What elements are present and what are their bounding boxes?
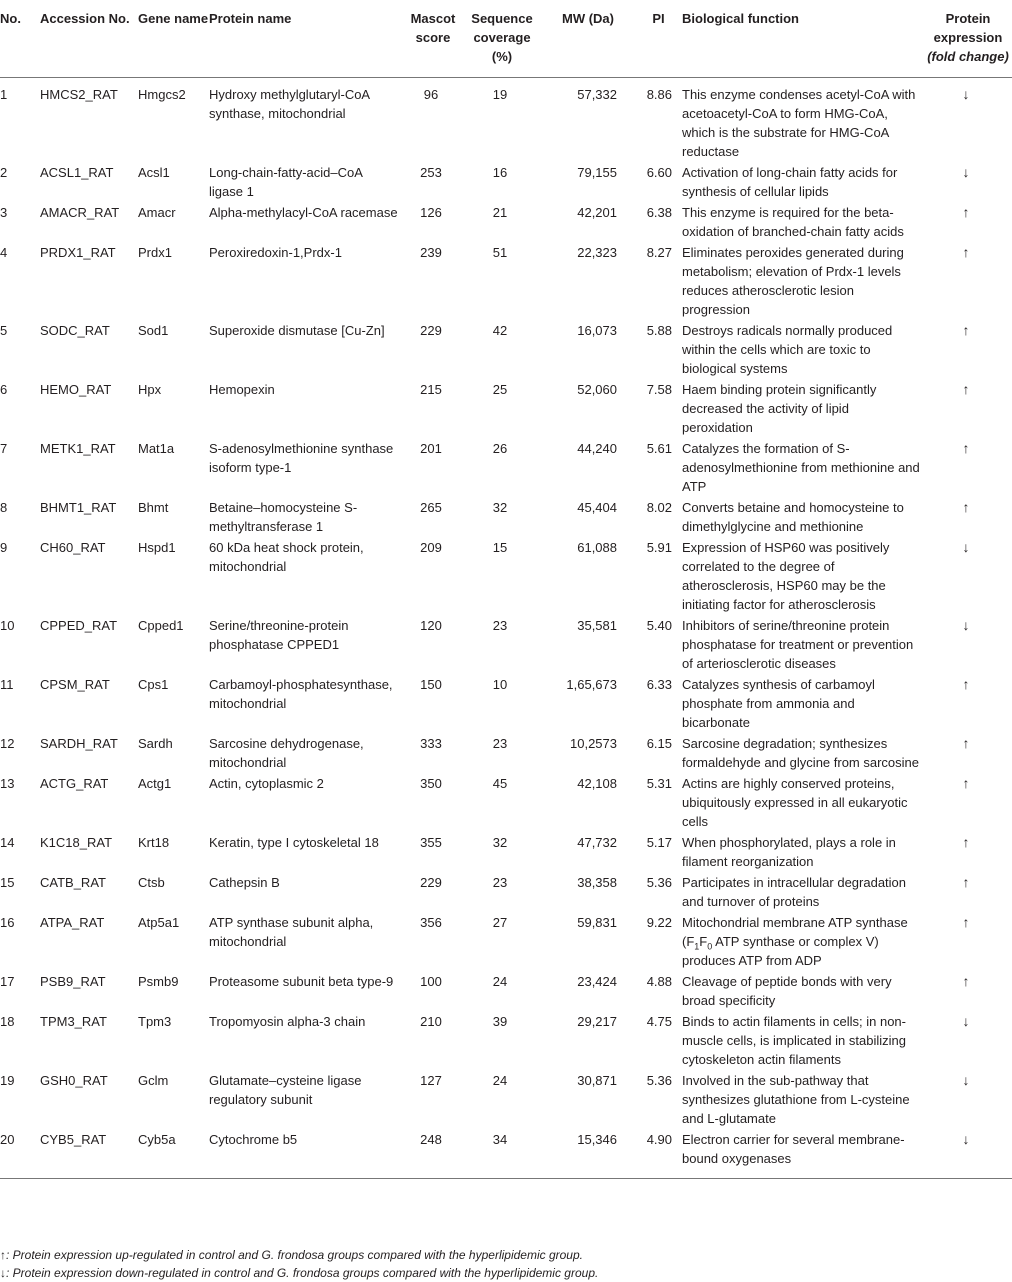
cell-gene: Cps1 [138, 677, 169, 692]
cell-sequence-coverage: 45 [492, 776, 508, 791]
cell-mascot-score: 201 [420, 441, 442, 456]
table-row [0, 321, 1012, 380]
cell-protein-name: Alpha-methylacyl-CoA racemase [209, 205, 398, 220]
table-row [0, 873, 1012, 913]
cell-sequence-coverage: 23 [492, 875, 508, 890]
col-header-expression [924, 0, 1012, 78]
cell-expression-arrow: ↑ [962, 440, 970, 456]
cell-expression-arrow: ↑ [962, 499, 970, 515]
cell-accession: CH60_RAT [40, 540, 106, 555]
footnote-up: ↑: Protein expression up-regulated in control and G. frondosa groups compared with the hyperlipidemic group. [0, 1248, 583, 1262]
cell-mascot-score: 215 [420, 382, 442, 397]
cell-expression-arrow: ↑ [962, 973, 970, 989]
cell-pi: 7.58 [646, 382, 672, 397]
cell-accession: ACTG_RAT [40, 776, 109, 791]
cell-mw: 57,332 [577, 87, 617, 102]
cell-gene: Hpx [138, 382, 162, 397]
cell-mw: 79,155 [577, 165, 617, 180]
table-row [0, 380, 1012, 439]
cell-expression-arrow: ↑ [962, 914, 970, 930]
cell-mw: 35,581 [577, 618, 617, 633]
cell-expression-arrow: ↑ [962, 322, 970, 338]
col-header-mw: MW (Da) [541, 0, 635, 78]
cell-accession: PSB9_RAT [40, 974, 106, 989]
cell-no: 10 [0, 618, 15, 633]
cell-mascot-score: 229 [420, 323, 442, 338]
cell-gene: Psmb9 [138, 974, 179, 989]
cell-no: 3 [0, 205, 8, 220]
table-row [0, 243, 1012, 321]
footnotes [0, 1246, 598, 1282]
cell-protein-name: Long-chain-fatty-acid–CoA ligase 1 [209, 165, 363, 199]
cell-sequence-coverage: 51 [492, 245, 508, 260]
cell-protein-name: Carbamoyl-phosphatesynthase, mitochondrial [209, 677, 393, 711]
cell-accession: HEMO_RAT [40, 382, 112, 397]
cell-pi: 6.38 [646, 205, 672, 220]
table-row [0, 774, 1012, 833]
cell-no: 12 [0, 736, 15, 751]
cell-sequence-coverage: 24 [492, 1073, 508, 1088]
cell-sequence-coverage: 19 [492, 87, 508, 102]
cell-protein-name: S-adenosylmethionine synthase isoform type-1 [209, 441, 394, 475]
cell-pi: 5.61 [646, 441, 672, 456]
cell-expression-arrow: ↓ [962, 1013, 970, 1029]
table-row [0, 913, 1012, 972]
cell-sequence-coverage: 32 [492, 835, 508, 850]
cell-biological-function: Binds to actin filaments in cells; in non-muscle cells, is implicated in stabilizing cytoskeleton actin filaments [682, 1014, 906, 1067]
cell-pi: 5.17 [646, 835, 672, 850]
cell-gene: Cyb5a [138, 1132, 176, 1147]
cell-accession: CYB5_RAT [40, 1132, 107, 1147]
cell-no: 19 [0, 1073, 15, 1088]
cell-no: 20 [0, 1132, 15, 1147]
cell-gene: Atp5a1 [138, 915, 180, 930]
cell-no: 9 [0, 540, 8, 555]
col-header-no: No. [0, 0, 40, 78]
table-row [0, 498, 1012, 538]
table-row [0, 833, 1012, 873]
cell-gene: Cpped1 [138, 618, 184, 633]
cell-mascot-score: 127 [420, 1073, 442, 1088]
cell-pi: 5.36 [646, 1073, 672, 1088]
cell-gene: Acsl1 [138, 165, 170, 180]
table-body [0, 78, 1012, 1179]
cell-expression-arrow: ↑ [962, 244, 970, 260]
cell-mascot-score: 100 [420, 974, 442, 989]
cell-gene: Actg1 [138, 776, 172, 791]
cell-mascot-score: 209 [420, 540, 442, 555]
cell-pi: 5.40 [646, 618, 672, 633]
cell-mw: 30,871 [577, 1073, 617, 1088]
cell-gene: Sod1 [138, 323, 169, 338]
cell-no: 5 [0, 323, 8, 338]
cell-pi: 6.60 [646, 165, 672, 180]
cell-biological-function: This enzyme condenses acetyl-CoA with acetoacetyl-CoA to form HMG-CoA, which is the substrate for HMG-CoA reductase [682, 87, 916, 159]
table-header-row [0, 0, 1012, 78]
cell-biological-function: Sarcosine degradation; synthesizes formaldehyde and glycine from sarcosine [682, 736, 920, 770]
table-row [0, 439, 1012, 498]
cell-mascot-score: 96 [423, 87, 439, 102]
col-header-mascot: Mascot score [403, 0, 463, 78]
cell-pi: 5.91 [646, 540, 672, 555]
col-header-coverage: Sequence coverage (%) [463, 0, 541, 78]
cell-gene: Prdx1 [138, 245, 172, 260]
cell-protein-name: Keratin, type I cytoskeletal 18 [209, 835, 379, 850]
table-row [0, 1012, 1012, 1071]
cell-gene: Gclm [138, 1073, 169, 1088]
expression-header-sub: (fold change) [927, 49, 1009, 64]
cell-expression-arrow: ↓ [962, 164, 970, 180]
cell-mascot-score: 265 [420, 500, 442, 515]
cell-accession: PRDX1_RAT [40, 245, 116, 260]
cell-sequence-coverage: 26 [492, 441, 508, 456]
cell-biological-function: Eliminates peroxides generated during metabolism; elevation of Prdx-1 levels reduces atherosclerotic lesion progression [682, 245, 904, 317]
cell-expression-arrow: ↑ [962, 775, 970, 791]
cell-protein-name: Peroxiredoxin-1,Prdx-1 [209, 245, 342, 260]
cell-protein-name: Hydroxy methylglutaryl-CoA synthase, mitochondrial [209, 87, 370, 121]
cell-protein-name: Tropomyosin alpha-3 chain [209, 1014, 366, 1029]
cell-accession: CATB_RAT [40, 875, 106, 890]
cell-accession: ACSL1_RAT [40, 165, 114, 180]
cell-mascot-score: 333 [420, 736, 442, 751]
cell-mw: 1,65,673 [566, 677, 617, 692]
cell-pi: 8.27 [646, 245, 672, 260]
cell-mascot-score: 150 [420, 677, 442, 692]
cell-mw: 16,073 [577, 323, 617, 338]
cell-mw: 22,323 [577, 245, 617, 260]
table-row [0, 675, 1012, 734]
cell-pi: 8.02 [646, 500, 672, 515]
cell-mw: 10,2573 [570, 736, 617, 751]
cell-protein-name: Cathepsin B [209, 875, 280, 890]
cell-pi: 5.36 [646, 875, 672, 890]
cell-protein-name: Cytochrome b5 [209, 1132, 298, 1147]
cell-no: 11 [0, 677, 14, 692]
cell-pi: 6.33 [646, 677, 672, 692]
cell-biological-function: When phosphorylated, plays a role in filament reorganization [682, 835, 896, 869]
table-row [0, 538, 1012, 616]
col-header-gene: Gene name [138, 0, 209, 78]
cell-mascot-score: 210 [420, 1014, 442, 1029]
cell-expression-arrow: ↓ [962, 1131, 970, 1147]
cell-protein-name: ATP synthase subunit alpha, mitochondrial [209, 915, 374, 949]
cell-sequence-coverage: 25 [492, 382, 508, 397]
cell-no: 8 [0, 500, 8, 515]
cell-mw: 38,358 [577, 875, 617, 890]
cell-mw: 15,346 [577, 1132, 617, 1147]
table-row [0, 163, 1012, 203]
cell-mascot-score: 248 [420, 1132, 442, 1147]
cell-no: 6 [0, 382, 8, 397]
cell-biological-function: Activation of long-chain fatty acids for synthesis of cellular lipids [682, 165, 898, 199]
cell-protein-name: Sarcosine dehydrogenase, mitochondrial [209, 736, 364, 770]
cell-no: 7 [0, 441, 8, 456]
cell-protein-name: Proteasome subunit beta type-9 [209, 974, 394, 989]
cell-mascot-score: 126 [420, 205, 442, 220]
cell-sequence-coverage: 39 [492, 1014, 508, 1029]
cell-expression-arrow: ↓ [962, 1072, 970, 1088]
cell-no: 15 [0, 875, 15, 890]
col-header-protein: Protein name [209, 0, 403, 78]
cell-gene: Tpm3 [138, 1014, 172, 1029]
cell-sequence-coverage: 15 [492, 540, 508, 555]
cell-expression-arrow: ↑ [962, 676, 970, 692]
cell-no: 4 [0, 245, 8, 260]
cell-pi: 6.15 [646, 736, 672, 751]
cell-no: 13 [0, 776, 15, 791]
cell-accession: HMCS2_RAT [40, 87, 118, 102]
cell-sequence-coverage: 32 [492, 500, 508, 515]
table-row [0, 1071, 1012, 1130]
cell-accession: SARDH_RAT [40, 736, 118, 751]
cell-sequence-coverage: 23 [492, 618, 508, 633]
cell-biological-function: Participates in intracellular degradation and turnover of proteins [682, 875, 907, 909]
cell-protein-name: Actin, cytoplasmic 2 [209, 776, 324, 791]
cell-pi: 4.88 [646, 974, 672, 989]
cell-biological-function: Actins are highly conserved proteins, ubiquitously expressed in all eukaryotic cells [682, 776, 908, 829]
cell-accession: METK1_RAT [40, 441, 116, 456]
cell-pi: 5.88 [646, 323, 672, 338]
cell-biological-function: This enzyme is required for the beta-oxidation of branched-chain fatty acids [682, 205, 904, 239]
cell-accession: K1C18_RAT [40, 835, 113, 850]
cell-mascot-score: 356 [420, 915, 442, 930]
cell-no: 1 [0, 87, 8, 102]
cell-no: 14 [0, 835, 15, 850]
expression-header-label: Protein expression [933, 11, 1003, 45]
col-header-function: Biological function [682, 0, 924, 78]
cell-gene: Sardh [138, 736, 173, 751]
cell-protein-name: 60 kDa heat shock protein, mitochondrial [209, 540, 364, 574]
cell-expression-arrow: ↓ [962, 539, 970, 555]
cell-biological-function: Involved in the sub-pathway that synthesizes glutathione from L-cysteine and L-glutamate [682, 1073, 910, 1126]
cell-sequence-coverage: 24 [492, 974, 508, 989]
cell-mw: 29,217 [577, 1014, 617, 1029]
cell-protein-name: Serine/threonine-protein phosphatase CPPED1 [209, 618, 349, 652]
cell-accession: SODC_RAT [40, 323, 110, 338]
cell-mw: 23,424 [577, 974, 617, 989]
cell-mascot-score: 355 [420, 835, 442, 850]
cell-pi: 4.75 [646, 1014, 672, 1029]
cell-protein-name: Superoxide dismutase [Cu-Zn] [209, 323, 385, 338]
cell-accession: TPM3_RAT [40, 1014, 107, 1029]
cell-biological-function: Catalyzes the formation of S-adenosylmethionine from methionine and ATP [682, 441, 920, 494]
cell-mw: 47,732 [577, 835, 617, 850]
table-row [0, 203, 1012, 243]
cell-sequence-coverage: 23 [492, 736, 508, 751]
cell-gene: Hmgcs2 [138, 87, 186, 102]
cell-no: 2 [0, 165, 8, 180]
cell-expression-arrow: ↓ [962, 617, 970, 633]
cell-expression-arrow: ↑ [962, 204, 970, 220]
cell-no: 18 [0, 1014, 15, 1029]
cell-accession: BHMT1_RAT [40, 500, 117, 515]
cell-mw: 59,831 [577, 915, 617, 930]
cell-accession: GSH0_RAT [40, 1073, 108, 1088]
table-row [0, 1130, 1012, 1179]
cell-mw: 45,404 [577, 500, 617, 515]
cell-accession: CPPED_RAT [40, 618, 118, 633]
cell-protein-name: Betaine–homocysteine S-methyltransferase 1 [209, 500, 358, 534]
cell-sequence-coverage: 27 [492, 915, 508, 930]
cell-biological-function: Haem binding protein significantly decreased the activity of lipid peroxidation [682, 382, 877, 435]
cell-mascot-score: 229 [420, 875, 442, 890]
cell-protein-name: Glutamate–cysteine ligase regulatory subunit [209, 1073, 362, 1107]
cell-gene: Bhmt [138, 500, 169, 515]
cell-sequence-coverage: 34 [492, 1132, 508, 1147]
table-row [0, 734, 1012, 774]
cell-mw: 42,201 [577, 205, 617, 220]
table-row [0, 972, 1012, 1012]
cell-accession: ATPA_RAT [40, 915, 105, 930]
cell-biological-function: Converts betaine and homocysteine to dimethylglycine and methionine [682, 500, 904, 534]
cell-mascot-score: 350 [420, 776, 442, 791]
cell-pi: 5.31 [646, 776, 672, 791]
cell-expression-arrow: ↓ [962, 86, 970, 102]
cell-mw: 61,088 [577, 540, 617, 555]
table-row [0, 78, 1012, 164]
cell-pi: 9.22 [646, 915, 672, 930]
cell-sequence-coverage: 16 [492, 165, 508, 180]
cell-mascot-score: 253 [420, 165, 442, 180]
footnote-down: ↓: Protein expression down-regulated in control and G. frondosa groups compared with the hyperlipidemic group. [0, 1266, 599, 1280]
cell-mw: 44,240 [577, 441, 617, 456]
table-row [0, 616, 1012, 675]
cell-expression-arrow: ↑ [962, 834, 970, 850]
cell-accession: AMACR_RAT [40, 205, 120, 220]
cell-pi: 8.86 [646, 87, 672, 102]
cell-gene: Amacr [138, 205, 176, 220]
cell-gene: Krt18 [138, 835, 170, 850]
cell-accession: CPSM_RAT [40, 677, 110, 692]
cell-gene: Hspd1 [138, 540, 176, 555]
cell-gene: Mat1a [138, 441, 175, 456]
cell-biological-function: Catalyzes synthesis of carbamoyl phosphate from ammonia and bicarbonate [682, 677, 875, 730]
cell-biological-function: Expression of HSP60 was positively correlated to the degree of atherosclerosis, HSP60 may be the initiating factor for atherosclerosis [682, 540, 890, 612]
cell-mascot-score: 120 [420, 618, 442, 633]
cell-biological-function: Destroys radicals normally produced within the cells which are toxic to biological systems [682, 323, 893, 376]
col-header-accession: Accession No. [40, 0, 138, 78]
cell-mw: 52,060 [577, 382, 617, 397]
cell-sequence-coverage: 42 [492, 323, 508, 338]
cell-gene: Ctsb [138, 875, 165, 890]
cell-biological-function: Cleavage of peptide bonds with very broad specificity [682, 974, 892, 1008]
cell-mw: 42,108 [577, 776, 617, 791]
cell-expression-arrow: ↑ [962, 381, 970, 397]
cell-sequence-coverage: 21 [492, 205, 508, 220]
cell-expression-arrow: ↑ [962, 874, 970, 890]
cell-no: 17 [0, 974, 15, 989]
col-header-pi: PI [635, 0, 682, 78]
cell-biological-function: Mitochondrial membrane ATP synthase ($F_1F_0$ ATP synthase or complex V) produces ATP from ADP [682, 915, 908, 968]
cell-protein-name: Hemopexin [209, 382, 275, 397]
cell-no: 16 [0, 915, 15, 930]
cell-biological-function: Inhibitors of serine/threonine protein phosphatase for treatment or prevention of arteriosclerotic diseases [682, 618, 914, 671]
cell-expression-arrow: ↑ [962, 735, 970, 751]
cell-mascot-score: 239 [420, 245, 442, 260]
cell-pi: 4.90 [646, 1132, 672, 1147]
cell-sequence-coverage: 10 [492, 677, 508, 692]
cell-biological-function: Electron carrier for several membrane-bound oxygenases [682, 1132, 905, 1166]
